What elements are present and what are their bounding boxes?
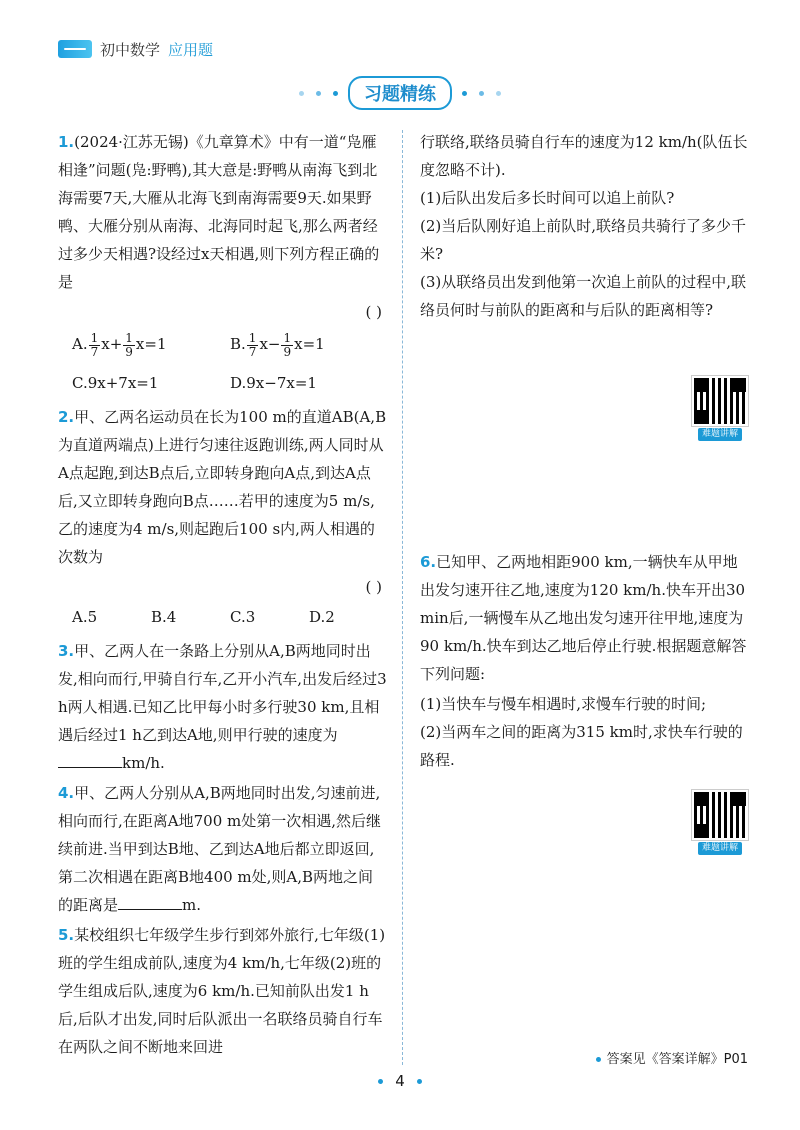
question-4 — [58, 779, 388, 919]
question-text: 甲、乙两人在一条路上分别从A,B两地同时出发,相向而行,甲骑自行车,乙开小汽车,出发后经过3 h两人相遇.已知乙比甲每小时多行驶30 km,且相遇后经过1 h乙到达A地,则甲行驶的速度为 — [58, 641, 387, 744]
question-6-sub-2: (2)当两车之间的距离为315 km时,求快车行驶的路程. — [420, 723, 743, 769]
option-d: D.2 — [309, 607, 335, 626]
question-text: 已知甲、乙两地相距900 km,一辆快车从甲地出发匀速开往乙地,速度为120 km/h.快车开出30 min后,一辆慢车从乙地出发匀速开往甲地,速度为90 km/h.快车到达乙地后停止行驶.根据题意解答下列问题: — [420, 553, 747, 683]
column-divider — [402, 130, 403, 1065]
header-subject: 初中数学 — [100, 40, 161, 59]
question-5 — [58, 921, 388, 1061]
section-banner — [0, 78, 800, 108]
qr-code-q6[interactable] — [692, 790, 748, 855]
question-text: (2024·江苏无锡)《九章算术》中有一道“凫雁相逢”问题(凫:野鸭),其大意是:野鸭从南海飞到北海需要7天,大雁从北海飞到南海需要9天.如果野鸭、大雁分别从南海、北海同时起飞,那么两者经过多少天相遇?设经过x天相遇,则下列方程正确的是 — [58, 133, 380, 291]
question-5-continued: 行联络,联络员骑自行车的速度为12 km/h(队伍长度忽略不计). — [420, 133, 748, 179]
question-number: 6. — [420, 553, 437, 571]
page-number: 4 — [0, 1072, 800, 1090]
dot-icon — [378, 1079, 383, 1084]
option-d: D.9x−7x=1 — [230, 373, 317, 392]
question-2 — [58, 403, 388, 571]
answer-blank[interactable] — [58, 749, 122, 768]
unit: m. — [182, 895, 202, 914]
option-b: B. $\frac{1}{7}$ x− $\frac{1}{9}$ x=1 — [230, 330, 325, 359]
question-6-sub-1: (1)当快车与慢车相遇时,求慢车行驶的时间; — [420, 695, 707, 713]
question-text: 甲、乙两名运动员在长为100 m的直道AB(A,B为直道两端点)上进行匀速往返跑训练,两人同时从A点起跑,到达B点后,立即转身跑向A点,到达A点后,又立即转身跑向B点……若甲的速度为5 m/s,乙的速度为4 m/s,则起跑后100 s内,两人相遇的次数为 — [58, 407, 387, 566]
header-category: 应用题 — [168, 40, 214, 59]
dot-icon — [417, 1079, 422, 1084]
bullet-icon — [596, 1057, 601, 1062]
question-6 — [420, 548, 750, 688]
question-number: 4. — [58, 783, 75, 802]
question-number: 2. — [58, 407, 75, 426]
question-1-options — [58, 330, 388, 397]
question-5-sub-1: (1)后队出发后多长时间可以追上前队? — [420, 189, 675, 207]
right-column — [420, 128, 750, 324]
question-5-sub-2: (2)当后队刚好追上前队时,联络员共骑行了多少千米? — [420, 217, 747, 263]
option-c: C.3 — [230, 607, 256, 626]
banner-dots-right — [462, 91, 501, 96]
qr-code-icon — [692, 376, 748, 426]
book-series-logo-icon — [58, 40, 92, 58]
question-2-options — [58, 603, 388, 631]
section-title: 习题精练 — [348, 76, 452, 110]
question-5-sub-3: (3)从联络员出发到他第一次追上前队的过程中,联络员何时与前队的距离和与后队的距离相等? — [420, 273, 747, 319]
banner-dots-left — [299, 91, 338, 96]
page-header — [58, 38, 213, 60]
question-number: 3. — [58, 641, 75, 660]
question-number: 5. — [58, 925, 75, 944]
answer-reference: 答案见《答案详解》P01 — [596, 1048, 748, 1067]
option-a: A.5 — [72, 607, 98, 626]
question-text: 甲、乙两人分别从A,B两地同时出发,匀速前进,相向而行,在距离A地700 m处第一次相遇,然后继续前进.当甲到达B地、乙到达A地后都立即返回,第二次相遇在距离B地400 m处,则A,B两地之间的距离是 — [58, 783, 381, 914]
qr-code-q5[interactable] — [692, 376, 748, 441]
answer-paren: ( ) — [365, 577, 382, 596]
unit: km/h. — [122, 753, 165, 772]
option-b: B.4 — [151, 607, 177, 626]
answer-blank[interactable] — [118, 891, 182, 910]
right-column-q6 — [420, 548, 750, 774]
option-c: C.9x+7x=1 — [72, 373, 159, 392]
qr-label: 难题讲解 — [698, 428, 742, 441]
left-column — [58, 128, 388, 1063]
qr-label: 难题讲解 — [698, 842, 742, 855]
qr-code-icon — [692, 790, 748, 840]
option-a: A. $\frac{1}{7}$ x+ $\frac{1}{9}$ x=1 — [72, 330, 167, 359]
question-number: 1. — [58, 133, 75, 151]
question-3 — [58, 637, 388, 777]
answer-paren: ( ) — [365, 303, 382, 321]
question-1 — [58, 128, 388, 296]
question-text: 某校组织七年级学生步行到郊外旅行,七年级(1)班的学生组成前队,速度为4 km/h,七年级(2)班的学生组成后队,速度为6 km/h.已知前队出发1 h后,后队才出发,同时后队派出一名联络员骑自行车在两队之间不断地来回进 — [58, 925, 386, 1056]
